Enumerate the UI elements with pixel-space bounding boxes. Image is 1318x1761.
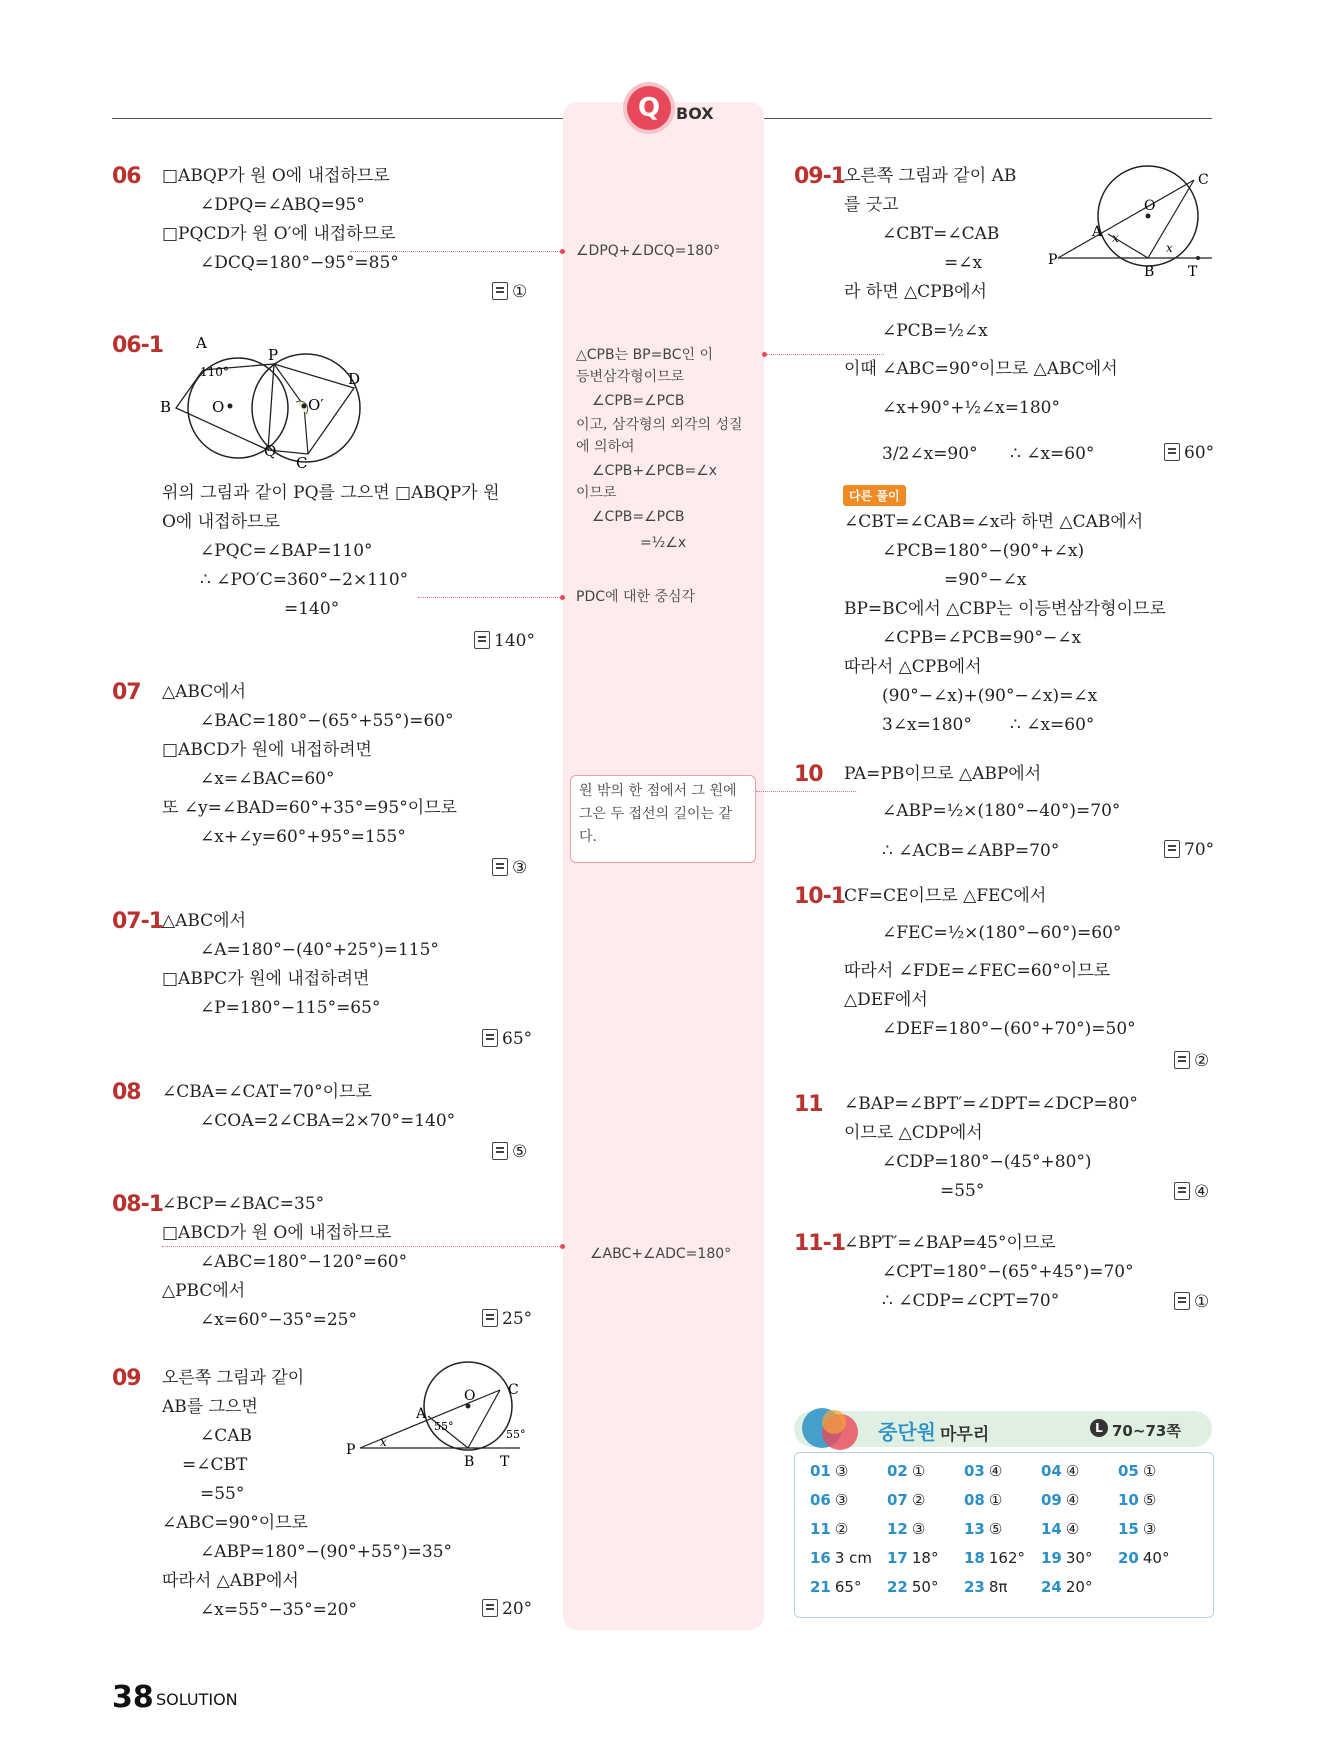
summary-answer-number: 23 [964, 1578, 985, 1596]
solution-line: ∠PQC=∠BAP=110° [200, 541, 373, 561]
summary-pages: 70~73쪽 [1112, 1422, 1181, 1440]
solution-line: ∠COA=2∠CBA=2×70°=140° [200, 1111, 456, 1131]
solution-line: (90°−∠x)+(90°−∠x)=∠x [882, 686, 1098, 706]
fig-label: O′ [308, 396, 324, 414]
fig-label: B [1144, 264, 1155, 280]
fig-label: C [1198, 172, 1209, 188]
solution-line: 오른쪽 그림과 같이 AB [844, 166, 1017, 186]
leader-dot [762, 352, 767, 357]
answer: 25° [482, 1309, 532, 1329]
summary-answer-value: ③ [834, 1491, 849, 1509]
answer-icon [1174, 1292, 1190, 1310]
summary-answer-number: 12 [887, 1520, 908, 1538]
qbox-column [563, 102, 764, 1630]
summary-answer-item [964, 1462, 1002, 1480]
summary-answer-value: 20° [1065, 1578, 1093, 1596]
answer: ③ [492, 858, 527, 878]
qbox-note: ∠DPQ+∠DCQ=180° [576, 243, 721, 259]
fig-label: x [1112, 231, 1119, 245]
summary-answer-number: 03 [964, 1462, 985, 1480]
problem-number: 11 [794, 1092, 823, 1117]
solution-line: BP=BC에서 △CBP는 이등변삼각형이므로 [844, 599, 1166, 619]
summary-answer-number: 06 [810, 1491, 831, 1509]
summary-title: 중단원 [878, 1420, 936, 1444]
fig-label: B [160, 398, 172, 416]
summary-answer-value: ① [1142, 1462, 1157, 1480]
answer: 140° [474, 631, 535, 651]
solution-line: ∠CDP=180°−(45°+80°) [882, 1152, 1092, 1172]
fig-label: A [1092, 224, 1103, 240]
solution-line: ∠PCB=½∠x [882, 321, 988, 341]
solution-line: ∴ ∠CDP=∠CPT=70° [882, 1291, 1060, 1311]
solution-line: =90°−∠x [944, 570, 1027, 590]
fig-label: O [1144, 198, 1156, 214]
leader-line [756, 791, 856, 792]
summary-answer-value: 65° [834, 1578, 862, 1596]
answer-icon [492, 282, 508, 300]
summary-answer-value: 162° [988, 1549, 1026, 1567]
answer-icon [1164, 443, 1180, 461]
summary-answer-number: 11 [810, 1520, 831, 1538]
problem-number: 08-1 [112, 1192, 164, 1217]
answer: ① [492, 282, 527, 302]
summary-answer-value: 3 cm [834, 1549, 873, 1567]
summary-answer-number: 08 [964, 1491, 985, 1509]
answer-icon [474, 631, 490, 649]
summary-answer-item [964, 1578, 1007, 1596]
top-rule-left [112, 118, 563, 119]
summary-answer-item [1041, 1549, 1092, 1567]
qbox-note-line: =½∠x [640, 535, 687, 551]
solution-line: □ABCD가 원 O에 내접하므로 [162, 1223, 392, 1243]
alt-solution-badge: 다른 풀이 [843, 485, 906, 506]
summary-answer-value: ④ [988, 1462, 1003, 1480]
summary-answer-item [1118, 1520, 1156, 1538]
summary-answer-item [964, 1520, 1002, 1538]
fig-label: T [1188, 264, 1198, 280]
solution-line: ∠x=60°−35°=25° [200, 1310, 357, 1330]
answer: ⑤ [492, 1142, 527, 1162]
qbox-note-line: △CPB는 BP=BC인 이 [576, 347, 713, 363]
solution-line: △ABC에서 [162, 911, 247, 931]
answer-icon [482, 1029, 498, 1047]
summary-logo-icon [796, 1402, 876, 1456]
solution-line: △DEF에서 [844, 990, 928, 1010]
summary-answer-item [1118, 1549, 1169, 1567]
summary-answer-number: 04 [1041, 1462, 1062, 1480]
summary-answer-number: 21 [810, 1578, 831, 1596]
solution-line: ∠DEF=180°−(60°+70°)=50° [882, 1019, 1136, 1039]
solution-line: 위의 그림과 같이 PQ를 그으면 □ABQP가 원 [162, 483, 500, 503]
solution-line: =55° [200, 1484, 245, 1504]
solution-line: ∠CPT=180°−(65°+45°)=70° [882, 1262, 1134, 1282]
figure-09 [340, 1360, 540, 1470]
solution-line: 를 긋고 [844, 195, 899, 215]
solution-line: □ABCD가 원에 내접하려면 [162, 740, 372, 760]
solution-line: ∠CPB=∠PCB=90°−∠x [882, 628, 1082, 648]
solution-line: 이므로 △CDP에서 [844, 1123, 983, 1143]
solution-line: ∠P=180°−115°=65° [200, 998, 381, 1018]
fig-label: P [268, 346, 279, 364]
summary-answer-item [1041, 1520, 1079, 1538]
solution-line: ∠x+∠y=60°+95°=155° [200, 827, 406, 847]
summary-answer-value: ① [988, 1491, 1003, 1509]
qbox-note-line: 이고, 삼각형의 외각의 성질 [576, 417, 743, 433]
qbox-note-line: 에 의하여 [576, 439, 635, 455]
solution-line: 라 하면 △CPB에서 [844, 282, 987, 302]
solution-line: PA=PB이므로 △ABP에서 [844, 764, 1042, 784]
summary-answer-value: ③ [911, 1520, 926, 1538]
solution-line: ∠BCP=∠BAC=35° [162, 1194, 325, 1214]
summary-answer-number: 15 [1118, 1520, 1139, 1538]
summary-answer-item [887, 1491, 925, 1509]
answer-icon [1174, 1182, 1190, 1200]
page-number: 38 [112, 1680, 154, 1715]
solution-line: ∠A=180°−(40°+25°)=115° [200, 940, 439, 960]
solution-line: ∠ABP=180°−(90°+55°)=35° [200, 1542, 453, 1562]
summary-answer-item [1118, 1462, 1156, 1480]
solution-line: ∠CBA=∠CAT=70°이므로 [162, 1082, 372, 1102]
solution-line: ∠BAC=180°−(65°+55°)=60° [200, 711, 454, 731]
summary-answer-value: 8π [988, 1578, 1008, 1596]
problem-number: 11-1 [794, 1231, 846, 1256]
answer: 20° [482, 1599, 532, 1619]
solution-line: 따라서 △ABP에서 [162, 1571, 299, 1591]
solution-line: ∠CAB [200, 1426, 253, 1446]
fig-label: P [346, 1442, 356, 1458]
solution-line: 3∠x=180° [882, 715, 972, 735]
page-icon: L [1090, 1419, 1108, 1437]
solution-line: ∠x=∠BAC=60° [200, 769, 335, 789]
summary-answer-number: 01 [810, 1462, 831, 1480]
summary-answer-number: 20 [1118, 1549, 1139, 1567]
solution-line: 따라서 △CPB에서 [844, 657, 982, 677]
summary-answer-item [1041, 1462, 1079, 1480]
solution-line: ∠x+90°+½∠x=180° [882, 398, 1060, 418]
figure-09-1 [1048, 160, 1218, 280]
solution-line: 따라서 ∠FDE=∠FEC=60°이므로 [844, 961, 1111, 981]
summary-answer-item [887, 1578, 938, 1596]
solution-line: ∠PCB=180°−(90°+∠x) [882, 541, 1085, 561]
leader-dot [560, 1244, 565, 1249]
qbox-note-line: ∠CPB=∠PCB [592, 509, 685, 525]
summary-answer-value: 40° [1142, 1549, 1170, 1567]
solution-line: 3/2∠x=90° [882, 444, 978, 464]
qbox-note-line: 등변삼각형이므로 [576, 369, 685, 385]
problem-number: 06 [112, 164, 141, 189]
fig-label: D [348, 370, 361, 388]
answer-icon [482, 1309, 498, 1327]
solution-line: ∠DCQ=180°−95°=85° [200, 253, 399, 273]
leader-dot [560, 249, 565, 254]
fig-label: C [296, 454, 308, 472]
solution-line: △PBC에서 [162, 1281, 246, 1301]
fig-label: 55° [506, 1428, 526, 1441]
summary-answer-value: ② [911, 1491, 926, 1509]
solution-line: =140° [284, 599, 340, 619]
summary-answer-item [887, 1462, 925, 1480]
summary-answer-value: ④ [1065, 1491, 1080, 1509]
summary-answer-number: 14 [1041, 1520, 1062, 1538]
fig-label: O [212, 398, 225, 416]
problem-number: 06-1 [112, 333, 164, 358]
answer: ④ [1174, 1182, 1209, 1202]
qbox-label: BOX [676, 104, 714, 123]
summary-answer-number: 18 [964, 1549, 985, 1567]
solution-line: ∴ ∠ACB=∠ABP=70° [882, 841, 1060, 861]
footer-label: SOLUTION [156, 1690, 238, 1709]
summary-answer-item [810, 1578, 861, 1596]
fig-label: 110° [200, 365, 229, 379]
summary-answer-item [810, 1462, 848, 1480]
solution-line: =∠x [944, 253, 983, 273]
summary-answer-value: 50° [911, 1578, 939, 1596]
summary-answer-number: 22 [887, 1578, 908, 1596]
fig-label: B [464, 1454, 475, 1470]
solution-line: ∠CBT=∠CAB [882, 224, 1000, 244]
qbox-note: ∠ABC+∠ADC=180° [590, 1246, 732, 1262]
summary-answer-item [887, 1549, 938, 1567]
summary-answer-value: ④ [1065, 1462, 1080, 1480]
fig-label: P [1048, 252, 1058, 268]
summary-answer-value: ⑤ [1142, 1491, 1157, 1509]
leader-line [162, 1246, 562, 1247]
solution-line: =∠CBT [182, 1455, 248, 1475]
summary-answer-number: 02 [887, 1462, 908, 1480]
solution-line: CF=CE이므로 △FEC에서 [844, 886, 1047, 906]
answer-icon [492, 858, 508, 876]
answer-icon [1164, 840, 1180, 858]
top-rule-right [764, 118, 1212, 119]
fig-label: A [416, 1406, 427, 1422]
problem-number: 07-1 [112, 909, 164, 934]
q-logo-icon: Q [627, 86, 671, 130]
solution-line: □PQCD가 원 O′에 내접하므로 [162, 224, 396, 244]
leader-line [764, 354, 884, 355]
summary-answer-number: 16 [810, 1549, 831, 1567]
fig-label: O [464, 1388, 476, 1404]
qbox-boxed-note: 원 밖의 한 점에서 그 원에 그은 두 접선의 길이는 같다. [570, 775, 756, 863]
summary-answer-value: ③ [1142, 1520, 1157, 1538]
solution-line: ∴ ∠x=60° [1010, 715, 1095, 735]
summary-answer-value: 30° [1065, 1549, 1093, 1567]
solution-line: ∠ABP=½×(180°−40°)=70° [882, 801, 1121, 821]
solution-line: ∠BPT′=∠BAP=45°이므로 [844, 1233, 1056, 1253]
solution-line: □ABPC가 원에 내접하려면 [162, 969, 370, 989]
solution-line: ∠x=55°−35°=20° [200, 1600, 357, 1620]
fig-label: Q [264, 442, 277, 460]
solution-line: □ABQP가 원 O에 내접하므로 [162, 166, 390, 186]
solution-line: ∠DPQ=∠ABQ=95° [200, 195, 365, 215]
summary-answer-value: ③ [834, 1462, 849, 1480]
answer: 70° [1164, 840, 1214, 860]
summary-answer-item [1041, 1491, 1079, 1509]
summary-subtitle: 마무리 [940, 1425, 990, 1445]
summary-answer-number: 05 [1118, 1462, 1139, 1480]
answer: ① [1174, 1292, 1209, 1312]
solution-line: ∠ABC=90°이므로 [162, 1513, 308, 1533]
summary-answer-number: 09 [1041, 1491, 1062, 1509]
solution-line: ∠FEC=½×(180°−60°)=60° [882, 923, 1122, 943]
summary-answer-value: ④ [1065, 1520, 1080, 1538]
summary-answer-value: ② [834, 1520, 849, 1538]
summary-answer-item [964, 1549, 1025, 1567]
summary-answer-value: ① [911, 1462, 926, 1480]
solution-line: =55° [940, 1181, 985, 1201]
answer: 65° [482, 1029, 532, 1049]
leader-line [418, 597, 562, 598]
summary-answer-number: 19 [1041, 1549, 1062, 1567]
fig-label: x [1166, 241, 1173, 255]
problem-number: 10-1 [794, 884, 846, 909]
solution-line: ∴ ∠PO′C=360°−2×110° [200, 570, 409, 590]
summary-answer-number: 24 [1041, 1578, 1062, 1596]
answer-icon [1174, 1051, 1190, 1069]
solution-line: ∠ABC=180°−120°=60° [200, 1252, 408, 1272]
solution-line: 이때 ∠ABC=90°이므로 △ABC에서 [844, 359, 1118, 379]
solution-line: O에 내접하므로 [162, 512, 280, 532]
answer-icon [482, 1599, 498, 1617]
problem-number: 09 [112, 1366, 141, 1391]
fig-label: C [508, 1382, 519, 1398]
summary-answer-number: 10 [1118, 1491, 1139, 1509]
answer-icon [492, 1142, 508, 1160]
leader-line [350, 251, 562, 252]
summary-answer-item [810, 1520, 848, 1538]
summary-answer-number: 07 [887, 1491, 908, 1509]
solution-line: ∴ ∠x=60° [1010, 444, 1095, 464]
summary-answer-item [810, 1549, 872, 1567]
answer: ② [1174, 1051, 1209, 1071]
summary-answer-item [1041, 1578, 1092, 1596]
summary-answer-number: 13 [964, 1520, 985, 1538]
summary-answer-item [964, 1491, 1002, 1509]
solution-line: 오른쪽 그림과 같이 [162, 1368, 305, 1388]
summary-answer-value: 18° [911, 1549, 939, 1567]
figure-06-1 [158, 332, 368, 472]
solution-line: △ABC에서 [162, 682, 247, 702]
solution-line: AB를 그으면 [162, 1397, 258, 1417]
leader-dot [560, 595, 565, 600]
qbox-note-line: ∠CPB+∠PCB=∠x [592, 463, 718, 479]
fig-label: T [500, 1454, 510, 1470]
solution-line: 또 ∠y=∠BAD=60°+35°=95°이므로 [162, 798, 457, 818]
summary-answer-item [810, 1491, 848, 1509]
solution-line: ∠BAP=∠BPT′=∠DPT=∠DCP=80° [844, 1094, 1138, 1114]
fig-label: A [196, 334, 207, 352]
problem-number: 07 [112, 680, 141, 705]
solution-line: ∠CBT=∠CAB=∠x라 하면 △CAB에서 [844, 512, 1144, 532]
problem-number: 08 [112, 1080, 141, 1105]
problem-number: 09-1 [794, 164, 846, 189]
problem-number: 10 [794, 762, 823, 787]
qbox-note-line: 이므로 [576, 485, 617, 501]
summary-answer-value: ⑤ [988, 1520, 1003, 1538]
answer: 60° [1164, 443, 1214, 463]
fig-label: x [380, 1435, 387, 1449]
summary-answer-item [887, 1520, 925, 1538]
summary-answer-item [1118, 1491, 1156, 1509]
summary-answer-number: 17 [887, 1549, 908, 1567]
qbox-note-line: ∠CPB=∠PCB [592, 393, 685, 409]
qbox-note: PDC에 대한 중심각 [576, 589, 696, 605]
fig-label: 55° [434, 1420, 454, 1433]
